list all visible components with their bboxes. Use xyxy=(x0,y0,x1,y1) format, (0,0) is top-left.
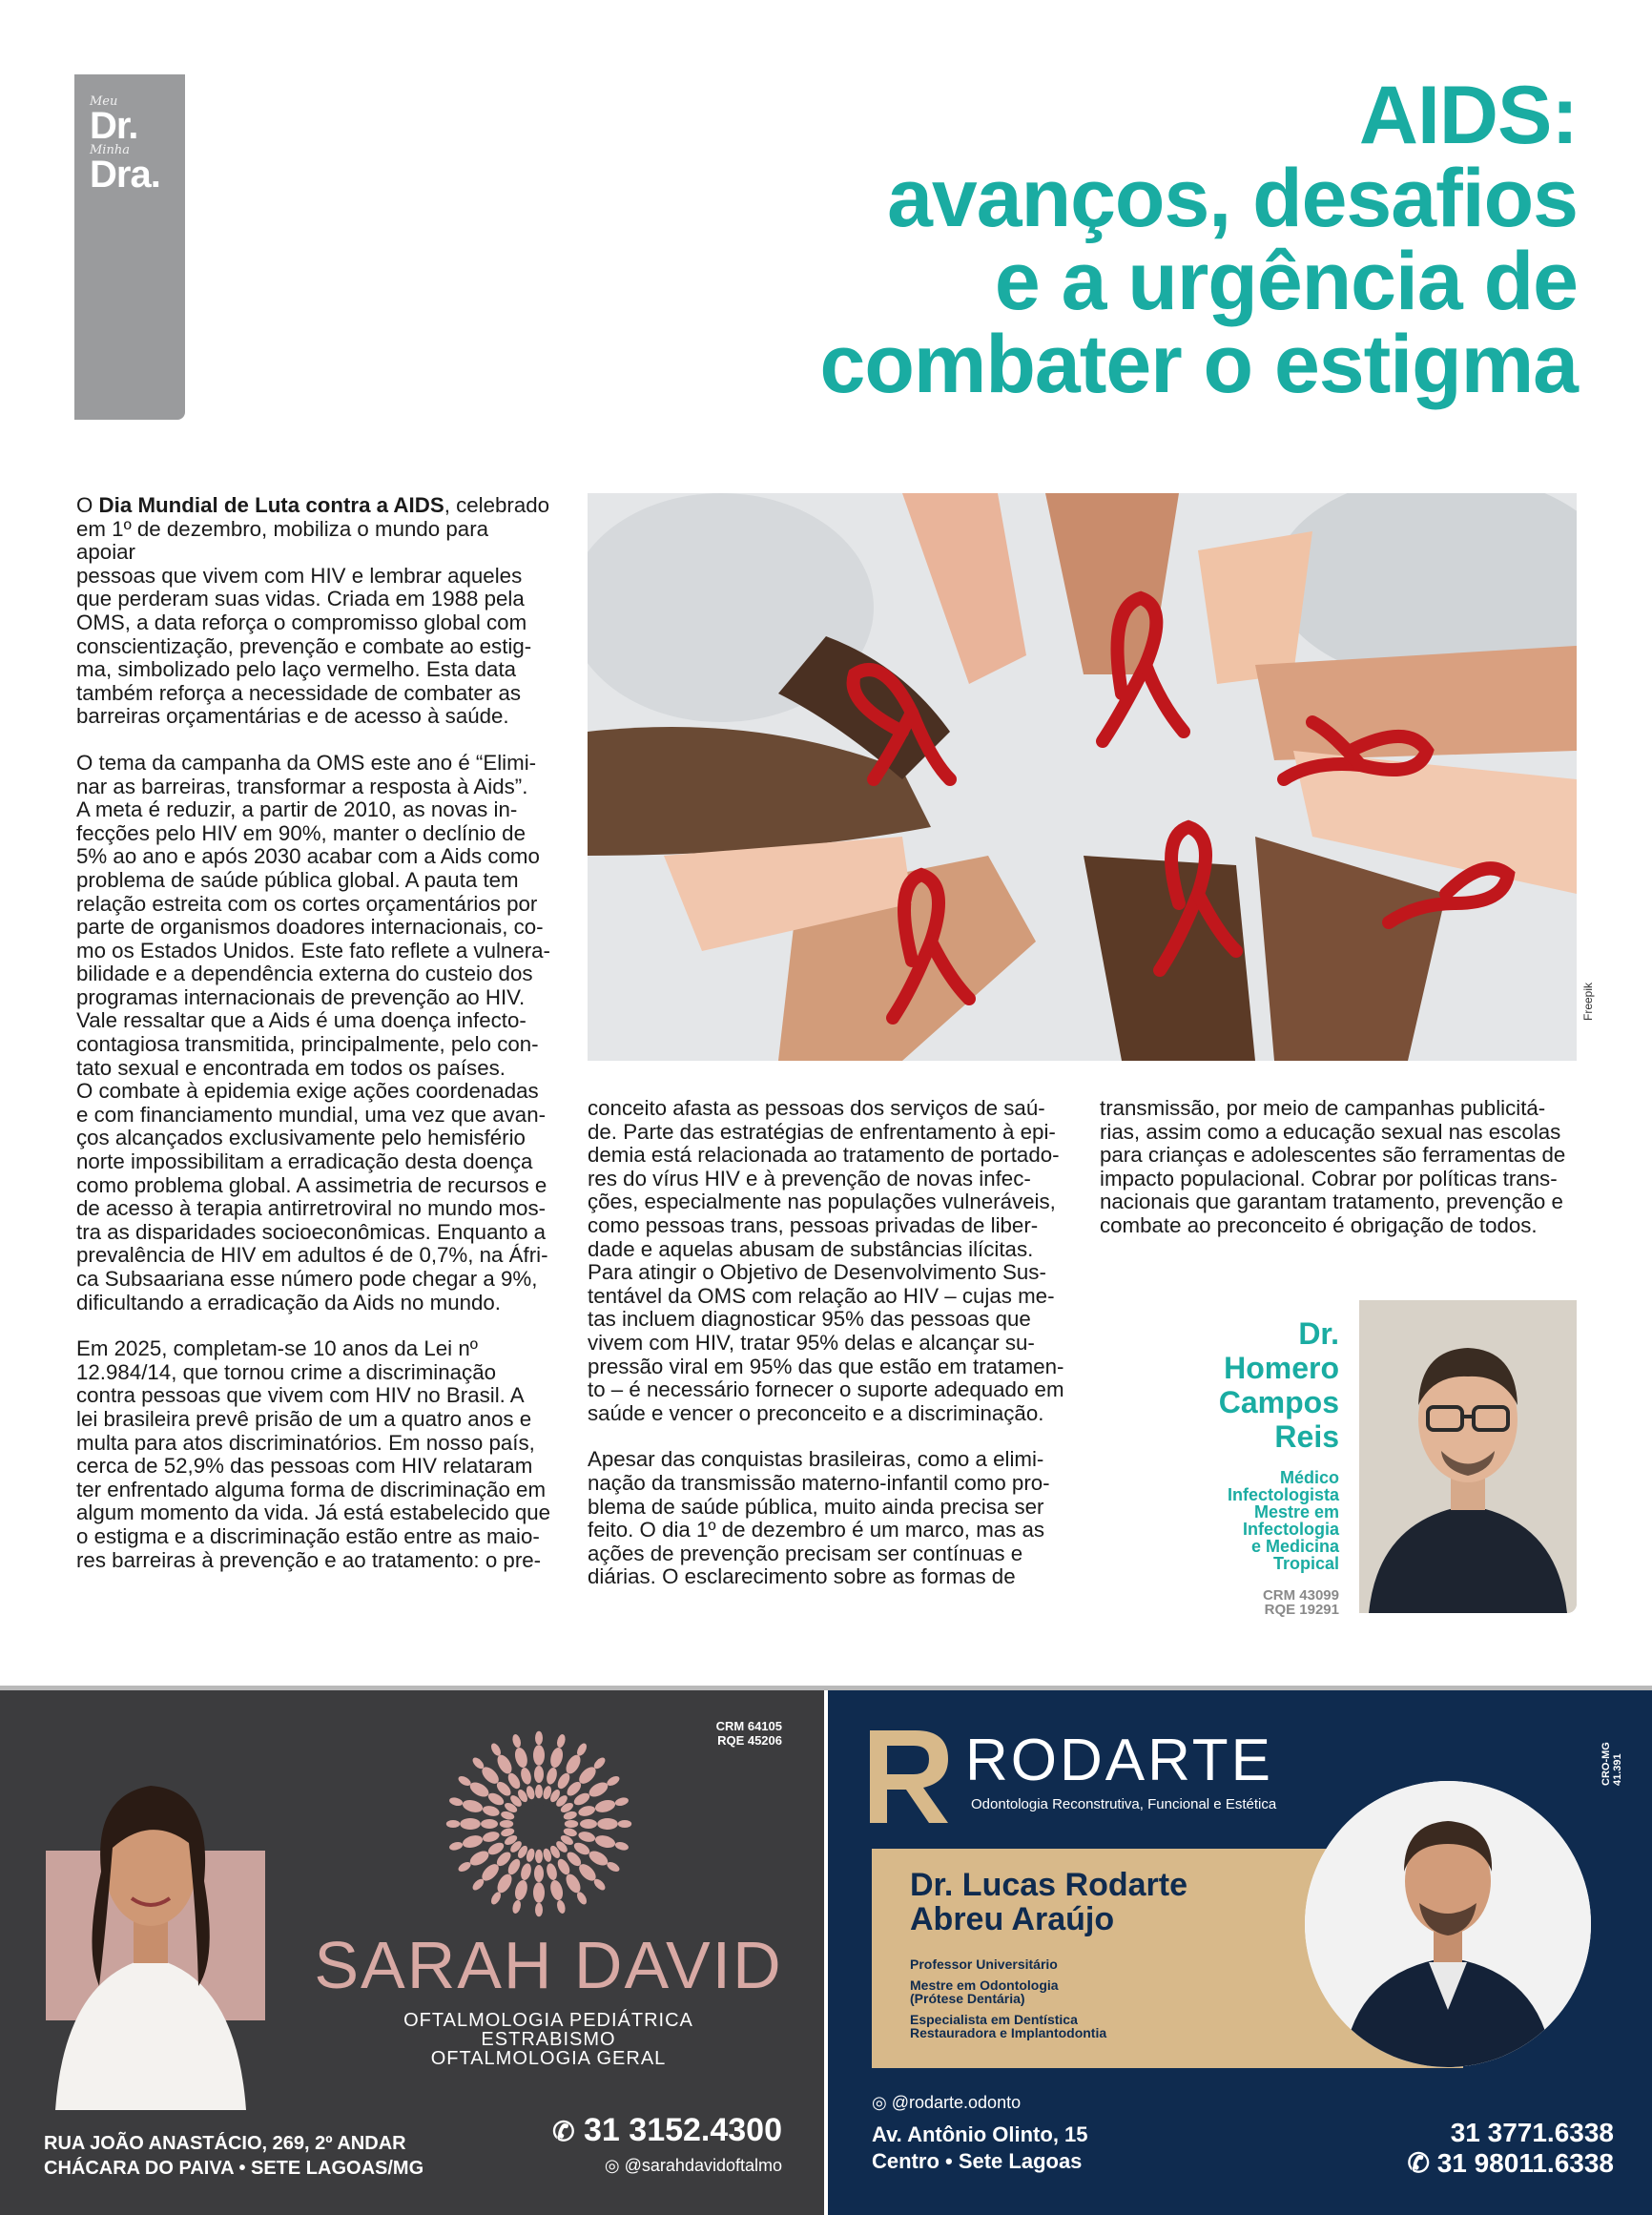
text-line: prevalência de HIV em adultos é de 0,7%, na Áfri- xyxy=(76,1243,548,1268)
text-line: vivem com HIV, tratar 95% delas e alcançar su- xyxy=(588,1330,1035,1355)
sun-ray xyxy=(594,1798,617,1814)
text-line: fecções pelo HIV em 90%, manter o declínio de xyxy=(76,820,526,845)
text-line: feito. O dia 1º de dezembro é um marco, mas as xyxy=(588,1518,1045,1542)
author-role-line: Infectologista xyxy=(1227,1485,1339,1504)
text-line: tato sexual e encontrada em todos os países. xyxy=(76,1055,506,1080)
text-line: OMS, a data reforça o compromisso global com xyxy=(76,610,527,634)
sun-ray xyxy=(460,1818,481,1830)
doctor-portrait xyxy=(36,1738,265,2110)
sun-ray xyxy=(534,1865,544,1882)
sun-ray xyxy=(534,1766,544,1783)
cro-registration: CRO-MG 41.391 xyxy=(1600,1742,1623,1786)
text-line: pressão viral em 95% das que estão em tratamen- xyxy=(588,1354,1064,1378)
author-role-line: Médico xyxy=(1279,1468,1339,1487)
text-line: contagiosa transmitida, principalmente, pelo con- xyxy=(76,1032,539,1057)
sun-ray xyxy=(446,1820,460,1828)
sun-logo-icon xyxy=(444,1729,634,1919)
text-line: contra pessoas que vivem com HIV no Brasil. A xyxy=(76,1383,525,1408)
author-role-line: Tropical xyxy=(1272,1554,1339,1573)
credentials xyxy=(910,1957,1106,2039)
sun-ray xyxy=(545,1862,558,1881)
text-line: conceito afasta as pessoas dos serviços de saú- xyxy=(588,1096,1045,1120)
article-column-2 xyxy=(588,1097,1064,1589)
paragraph xyxy=(76,518,553,729)
hands-ribbons-photo xyxy=(588,493,1577,1061)
text-line: mo os Estados Unidos. Este fato reflete a vulnera- xyxy=(76,938,550,963)
text-line: e com financiamento mundial, uma vez que avan- xyxy=(76,1102,547,1127)
brand-tagline: Odontologia Reconstrutiva, Funcional e Estética xyxy=(971,1796,1277,1812)
author-name-line: Dr. xyxy=(1298,1316,1339,1351)
doctor-name xyxy=(910,1868,1187,1936)
instagram-icon: ◎ xyxy=(872,2093,887,2112)
address xyxy=(872,2122,1088,2175)
article-column-1 xyxy=(76,494,553,1572)
paragraph xyxy=(588,1097,1064,1425)
crm: CRM 64105 xyxy=(715,1719,782,1733)
credential-line: Especialista em Dentística xyxy=(910,2012,1078,2027)
photo-credit: Freepik xyxy=(1581,982,1595,1021)
sun-ray xyxy=(587,1779,610,1799)
whatsapp-icon: ✆ xyxy=(1407,2148,1430,2178)
address-line: CHÁCARA DO PAIVA • SETE LAGOAS/MG xyxy=(44,2158,424,2179)
text-line: o estigma e a discriminação estão entre as maio- xyxy=(76,1523,540,1548)
sarah-david-ad xyxy=(0,1690,824,2215)
event-name: Dia Mundial de Luta contra a AIDS xyxy=(98,493,444,517)
rodarte-logo-icon xyxy=(866,1727,952,1827)
text-line: res do vírus HIV e à prevenção de novas infec- xyxy=(588,1166,1031,1190)
text-line: O tema da campanha da OMS este ano é “Elimi- xyxy=(76,750,537,775)
address-line: Centro • Sete Lagoas xyxy=(872,2149,1083,2173)
sun-ray xyxy=(594,1833,617,1850)
sun-ray xyxy=(535,1785,543,1798)
text-line: barreiras orçamentárias e de acesso à saúde. xyxy=(76,704,509,729)
sun-ray xyxy=(513,1747,529,1770)
text: O xyxy=(76,493,99,517)
author-portrait xyxy=(1359,1300,1577,1613)
sun-ray xyxy=(462,1798,485,1814)
text-line: tentável da OMS com relação ao HIV – cujas me- xyxy=(588,1283,1055,1308)
sun-ray xyxy=(494,1752,514,1776)
text-line: bilidade e a dependência externa do custeio dos xyxy=(76,962,533,986)
phone-number: 31 3152.4300 xyxy=(584,2112,782,2148)
brand-name: RODARTE xyxy=(965,1728,1274,1793)
credential-line: Professor Universitário xyxy=(910,1956,1058,1972)
text-line: A meta é reduzir, a partir de 2010, as novas in- xyxy=(76,797,518,822)
sun-ray xyxy=(577,1830,596,1843)
text-line: combate ao preconceito é obrigação de todos. xyxy=(1100,1212,1538,1237)
paragraph xyxy=(76,752,553,1315)
sun-ray xyxy=(467,1779,491,1799)
sun-ray xyxy=(533,1745,545,1766)
section-tag xyxy=(74,74,185,420)
text-line: parte de organismos doadores internacionais, co- xyxy=(76,915,544,940)
sun-ray xyxy=(462,1833,485,1850)
credential-line: Restauradora e Implantodontia xyxy=(910,2025,1107,2040)
sun-ray xyxy=(548,1879,565,1902)
text-line: dade e aquelas abusam de substâncias ilícitas. xyxy=(588,1236,1034,1261)
sun-ray xyxy=(563,1872,583,1895)
text-line: como problema global. A assimetria de recursos e xyxy=(76,1172,547,1197)
sun-ray xyxy=(535,1731,543,1745)
rodarte-ad xyxy=(828,1690,1652,2215)
tag-line2: Minha xyxy=(90,143,130,157)
sun-ray xyxy=(511,1733,522,1749)
sun-ray xyxy=(556,1899,567,1915)
paragraph xyxy=(76,1337,553,1572)
text-line: relação estreita com os cortes orçamentários por xyxy=(76,891,538,916)
brand-name: SARAH DAVID xyxy=(314,1928,783,2002)
text-line: lei brasileira prevê prisão de um a quatro anos e xyxy=(76,1406,532,1431)
paragraph xyxy=(76,494,553,518)
text-line: que perderam suas vidas. Criada em 1988 pela xyxy=(76,587,525,611)
author-name-line: Homero xyxy=(1224,1351,1339,1385)
text-line: ca Subsaariana esse número pode chegar a 9%, xyxy=(76,1267,538,1291)
phones[interactable] xyxy=(1324,2118,1614,2179)
sun-ray xyxy=(482,1804,501,1817)
text-line: res barreiras à prevenção e ao tratamento: o pre- xyxy=(76,1547,542,1572)
address-line: Av. Antônio Olinto, 15 xyxy=(872,2122,1088,2146)
text-line: cerca de 52,9% das pessoas com HIV relataram xyxy=(76,1454,533,1479)
author-name-line: Reis xyxy=(1274,1419,1339,1454)
whatsapp-phone xyxy=(1324,2148,1614,2179)
sun-ray xyxy=(533,1882,545,1903)
sun-ray xyxy=(535,1903,543,1916)
sun-ray xyxy=(587,1848,610,1868)
address xyxy=(44,2131,423,2181)
text-line: de acesso à terapia antirretroviral no mundo mos- xyxy=(76,1196,547,1221)
text-line: Vale ressaltar que a Aids é uma doença infecto- xyxy=(76,1008,527,1033)
sun-ray xyxy=(535,1850,543,1863)
text-line: de. Parte das estratégias de enfrentamento à epi- xyxy=(588,1119,1056,1144)
tag-line1: Meu xyxy=(90,94,118,109)
sun-ray xyxy=(565,1820,578,1828)
paragraph xyxy=(1100,1097,1581,1238)
sun-ray xyxy=(511,1899,522,1915)
phone-number: 31 3771.6338 xyxy=(1450,2118,1614,2147)
phone-number: 31 98011.6338 xyxy=(1436,2148,1614,2178)
title-line: e a urgência de xyxy=(994,236,1578,327)
text-line: diárias. O esclarecimento sobre as formas de xyxy=(588,1564,1016,1589)
text-line: rias, assim como a educação sexual nas escolas xyxy=(1100,1119,1561,1144)
sun-ray xyxy=(519,1767,532,1786)
text-line: multa para atos discriminatórios. Em nosso país, xyxy=(76,1430,535,1455)
sun-ray xyxy=(548,1747,565,1770)
author-rqe: RQE 19291 xyxy=(1264,1602,1339,1618)
text-line: problema de saúde pública global. A pauta tem xyxy=(76,867,519,892)
service: OFTALMOLOGIA GERAL xyxy=(430,2048,667,2069)
author-name xyxy=(1145,1316,1339,1454)
text-line: O combate à epidemia exige ações coordenadas xyxy=(76,1079,539,1104)
credential-line: Mestre em Odontologia xyxy=(910,1977,1059,1993)
text-line: transmissão, por meio de campanhas publicitá- xyxy=(1100,1096,1546,1120)
sun-ray xyxy=(448,1796,464,1807)
sun-ray xyxy=(500,1820,513,1828)
author-registration xyxy=(1145,1588,1339,1617)
text-line: nacionais que garantam tratamento, prevenção e xyxy=(1100,1190,1563,1214)
doctor-name-line: Dr. Lucas Rodarte xyxy=(910,1867,1187,1903)
text-line: pessoas que vivem com HIV e lembrar aqueles xyxy=(76,563,523,588)
sun-ray xyxy=(519,1862,532,1881)
sun-ray xyxy=(577,1804,596,1817)
text-line: tas incluem diagnosticar 95% das pessoas que xyxy=(588,1307,1031,1332)
title-line: avanços, desafios xyxy=(887,153,1578,244)
credential xyxy=(910,1957,1106,1971)
sun-ray xyxy=(614,1841,630,1852)
sun-ray xyxy=(494,1872,514,1895)
sun-ray xyxy=(513,1879,529,1902)
text-line: ter enfrentado alguma forma de discriminação em xyxy=(76,1477,547,1501)
text-line: nar as barreiras, transformar a resposta à Aids”. xyxy=(76,774,528,798)
sun-ray xyxy=(597,1818,618,1830)
text-line: 5% ao ano e após 2030 acabar com a Aids como xyxy=(76,844,540,869)
text-line: ços alcançados exclusivamente pelo hemisfério xyxy=(76,1126,526,1150)
text-line: norte impossibilitam a erradicação desta doença xyxy=(76,1149,533,1174)
text-line: impacto populacional. Cobrar por políticas trans- xyxy=(1100,1166,1558,1190)
text-line: saúde e vencer o preconceito e a discriminação. xyxy=(588,1400,1044,1425)
author-role-line: Infectologia xyxy=(1242,1520,1339,1539)
doctor-portrait xyxy=(1305,1781,1591,2067)
text-line: to – é necessário fornecer o suporte adequado em xyxy=(588,1377,1064,1402)
text-line: ações de prevenção precisam ser contínuas e xyxy=(588,1541,1023,1565)
doctor-name-line: Abreu Araújo xyxy=(910,1901,1115,1937)
author-role-line: e Medicina xyxy=(1250,1537,1339,1556)
sun-ray xyxy=(556,1733,567,1749)
sun-ray xyxy=(481,1819,498,1829)
author-role xyxy=(1145,1469,1339,1572)
whatsapp-icon: ✆ xyxy=(552,2117,575,2146)
text-line: em 1º de dezembro, mobiliza o mundo para apoiar xyxy=(76,516,489,565)
photo-illustration xyxy=(588,493,1577,1061)
text-line: Para atingir o Objetivo de Desenvolvimento Sus- xyxy=(588,1260,1046,1285)
text-line: tra as disparidades socioeconômicas. Enquanto a xyxy=(76,1219,547,1244)
sun-ray xyxy=(563,1752,583,1776)
text-line: ma, simbolizado pelo laço vermelho. Esta data xyxy=(76,657,517,682)
services xyxy=(320,2011,777,2068)
text: , celebrado xyxy=(444,493,550,517)
text-line: conscientização, prevenção e combate ao estig- xyxy=(76,633,532,658)
tag-word1: Dr. xyxy=(90,105,138,147)
text-line: como pessoas trans, pessoas privadas de liber- xyxy=(588,1212,1039,1237)
rqe: RQE 45206 xyxy=(717,1733,782,1748)
sun-ray xyxy=(467,1848,491,1868)
sun-ray xyxy=(614,1796,630,1807)
title-line: AIDS: xyxy=(1358,70,1578,161)
text-line: Apesar das conquistas brasileiras, como a elimi- xyxy=(588,1447,1044,1472)
article-title xyxy=(528,70,1578,410)
text-line: também reforça a necessidade de combater as xyxy=(76,680,522,705)
text-line: Em 2025, completam-se 10 anos da Lei nº xyxy=(76,1336,478,1361)
author-photo xyxy=(1359,1300,1577,1613)
author-role-line: Mestre em xyxy=(1253,1502,1339,1522)
credential xyxy=(910,2013,1106,2039)
author-crm: CRM 43099 xyxy=(1262,1587,1339,1604)
author-name-line: Campos xyxy=(1218,1385,1339,1419)
text-line: blema de saúde pública, muito ainda precisa ser xyxy=(588,1494,1044,1519)
tag-word2: Dra. xyxy=(90,154,160,196)
ad-registration xyxy=(668,1719,782,1748)
text-line: para crianças e adolescentes são ferramentas de xyxy=(1100,1143,1566,1168)
service: ESTRABISMO xyxy=(481,2029,616,2050)
sun-ray xyxy=(448,1841,464,1852)
instagram-handle: @rodarte.odonto xyxy=(891,2093,1022,2112)
title-line: combater o estigma xyxy=(819,319,1578,410)
article-column-3 xyxy=(1100,1097,1581,1238)
instagram-icon: ◎ xyxy=(604,2156,620,2175)
text-line: 12.984/14, que tornou crime a discriminação xyxy=(76,1359,496,1384)
text-line: demia está relacionada ao tratamento de portado- xyxy=(588,1143,1060,1168)
address-line: RUA JOÃO ANASTÁCIO, 269, 2º ANDAR xyxy=(44,2133,406,2154)
text-line: programas internacionais de prevenção ao HIV. xyxy=(76,984,526,1009)
sun-ray xyxy=(618,1820,631,1828)
text-line: nação da transmissão materno-infantil como pro- xyxy=(588,1470,1050,1495)
instagram-handle: @sarahdavidoftalmo xyxy=(624,2156,782,2175)
sun-ray xyxy=(545,1767,558,1786)
service: OFTALMOLOGIA PEDIÁTRICA xyxy=(403,2010,693,2031)
instagram[interactable] xyxy=(544,2156,782,2175)
sun-ray xyxy=(482,1830,501,1843)
credential xyxy=(910,1978,1106,2005)
phone[interactable] xyxy=(544,2112,782,2150)
credential-line: (Prótese Dentária) xyxy=(910,1991,1025,2006)
sun-ray xyxy=(580,1819,597,1829)
text-line: ções, especialmente nas populações vulneráveis, xyxy=(588,1190,1056,1214)
paragraph xyxy=(588,1448,1064,1589)
instagram[interactable] xyxy=(872,2093,1021,2112)
text-line: algum momento da vida. Já está estabelecido que xyxy=(76,1501,551,1525)
doctor-photo xyxy=(1305,1781,1591,2067)
text-line: dificultando a erradicação da Aids no mundo. xyxy=(76,1290,501,1315)
